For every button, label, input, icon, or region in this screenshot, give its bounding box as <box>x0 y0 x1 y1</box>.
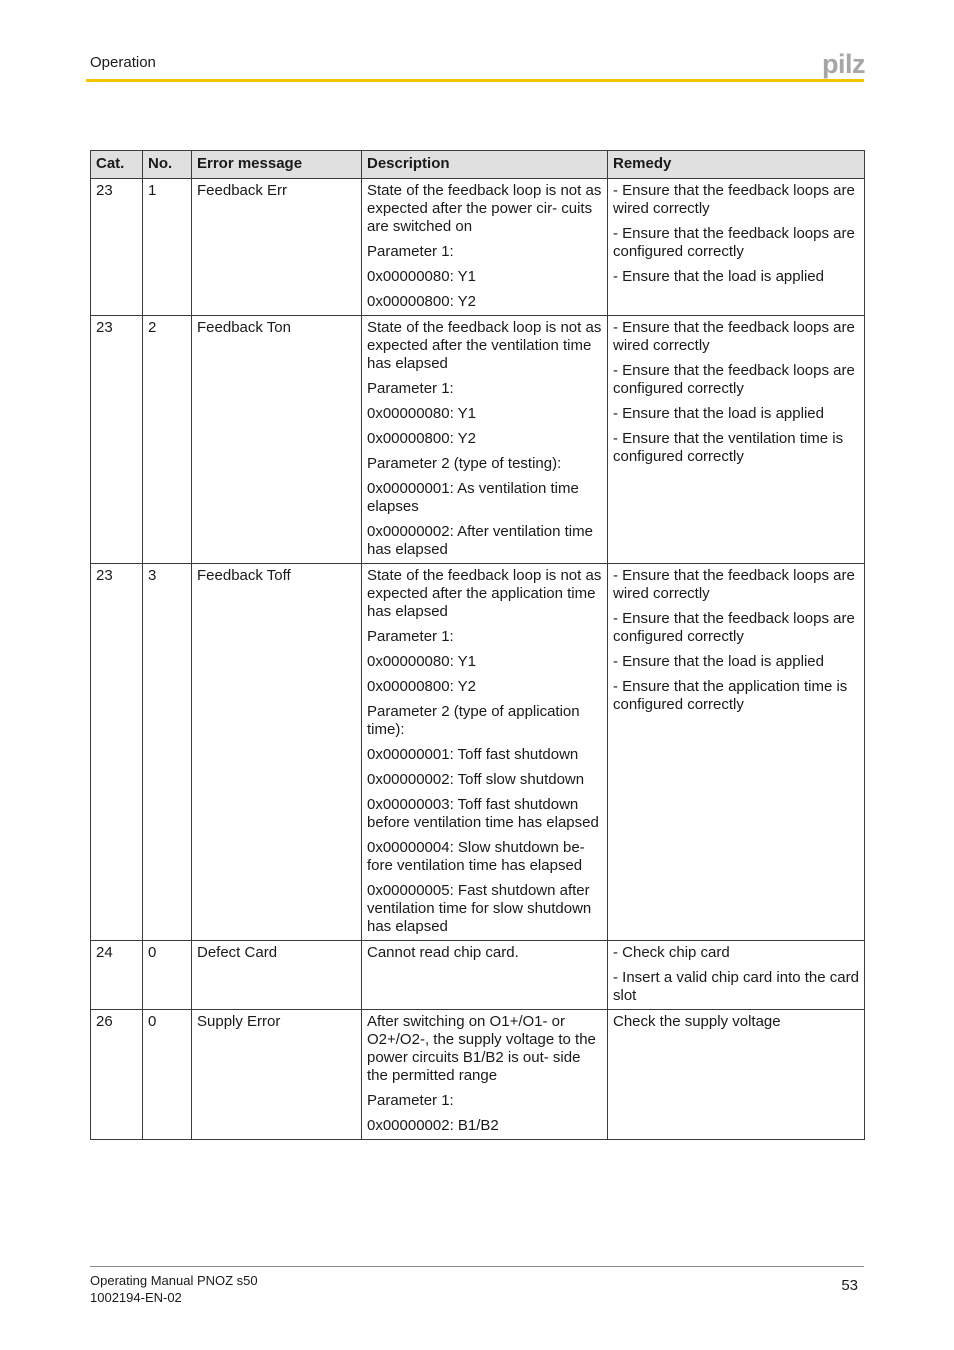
description-paragraph: State of the feedback loop is not as expected after the power cir- cuits are switched on <box>367 182 602 235</box>
remedy-item: - Ensure that the feedback loops are configured correctly <box>613 362 855 397</box>
column-header-remedy: Remedy <box>608 151 865 179</box>
column-header-cat: Cat. <box>91 151 143 179</box>
remedy-item: - Ensure that the load is applied <box>613 268 824 285</box>
cell-remedy <box>608 316 865 564</box>
description-paragraph: 0x00000080: Y1 <box>367 653 476 670</box>
table-body <box>91 179 865 1140</box>
cell-category: 23 <box>91 564 143 941</box>
description-paragraph: 0x00000003: Toff fast shutdown before ventilation time has elapsed <box>367 796 599 831</box>
description-paragraph: 0x00000800: Y2 <box>367 293 476 310</box>
cell-remedy <box>608 564 865 941</box>
cell-category: 24 <box>91 941 143 1010</box>
remedy-item: - Insert a valid chip card into the card slot <box>613 969 859 1004</box>
remedy-item: - Ensure that the application time is configured correctly <box>613 678 848 713</box>
remedy-item: - Check chip card <box>613 944 730 961</box>
description-paragraph: Parameter 1: <box>367 243 454 260</box>
description-paragraph: Parameter 2 (type of testing): <box>367 455 562 472</box>
description-paragraph: 0x00000005: Fast shutdown after ventilation time for slow shutdown has elapsed <box>367 882 592 935</box>
description-paragraph: Parameter 1: <box>367 628 454 645</box>
table-row <box>91 1010 865 1140</box>
column-header-no: No. <box>143 151 192 179</box>
description-paragraph: 0x00000002: B1/B2 <box>367 1117 499 1134</box>
footer-document-id: 1002194-EN-02 <box>90 1290 182 1305</box>
header-accent-rule <box>86 79 864 82</box>
description-paragraph: 0x00000002: Toff slow shutdown <box>367 771 585 788</box>
footer-rule <box>90 1266 864 1267</box>
description-paragraph: 0x00000800: Y2 <box>367 678 476 695</box>
cell-number: 1 <box>143 179 192 316</box>
description-paragraph: 0x00000001: As ventilation time elapses <box>367 480 579 515</box>
remedy-item: - Ensure that the feedback loops are configured correctly <box>613 610 855 645</box>
column-header-error-message: Error message <box>192 151 362 179</box>
description-paragraph: 0x00000080: Y1 <box>367 268 476 285</box>
cell-error-message: Feedback Toff <box>192 564 362 941</box>
remedy-item: - Ensure that the feedback loops are wired correctly <box>613 567 855 602</box>
cell-description <box>362 316 608 564</box>
remedy-item: - Ensure that the feedback loops are wired correctly <box>613 182 855 217</box>
cell-description <box>362 564 608 941</box>
remedy-item: - Ensure that the feedback loops are configured correctly <box>613 225 855 260</box>
remedy-item: - Ensure that the load is applied <box>613 653 824 670</box>
remedy-item: - Ensure that the feedback loops are wired correctly <box>613 319 855 354</box>
table-row <box>91 179 865 316</box>
remedy-item: - Ensure that the load is applied <box>613 405 824 422</box>
description-paragraph: 0x00000002: After ventilation time has elapsed <box>367 523 593 558</box>
cell-error-message: Defect Card <box>192 941 362 1010</box>
description-paragraph: 0x00000001: Toff fast shutdown <box>367 746 579 763</box>
table-header-row <box>91 151 865 179</box>
pilz-logo: pilz <box>822 49 865 79</box>
cell-description <box>362 941 608 1010</box>
description-paragraph: State of the feedback loop is not as expected after the application time has elapsed <box>367 567 602 620</box>
description-paragraph: 0x00000080: Y1 <box>367 405 476 422</box>
description-paragraph: 0x00000800: Y2 <box>367 430 476 447</box>
cell-number: 0 <box>143 1010 192 1140</box>
cell-description <box>362 1010 608 1140</box>
table-row <box>91 941 865 1010</box>
cell-remedy <box>608 941 865 1010</box>
description-paragraph: After switching on O1+/O1- or O2+/O2-, the supply voltage to the power circuits B1/B2 is out- side the permitted range <box>367 1013 596 1084</box>
cell-category: 26 <box>91 1010 143 1140</box>
description-paragraph: Cannot read chip card. <box>367 944 519 961</box>
description-paragraph: Parameter 1: <box>367 380 454 397</box>
cell-remedy <box>608 179 865 316</box>
description-paragraph: State of the feedback loop is not as expected after the ventilation time has elapsed <box>367 319 602 372</box>
cell-number: 2 <box>143 316 192 564</box>
cell-number: 0 <box>143 941 192 1010</box>
table-row <box>91 316 865 564</box>
header-section-title: Operation <box>90 54 156 71</box>
cell-category: 23 <box>91 316 143 564</box>
description-paragraph: Parameter 1: <box>367 1092 454 1109</box>
cell-number: 3 <box>143 564 192 941</box>
cell-description <box>362 179 608 316</box>
cell-error-message: Feedback Ton <box>192 316 362 564</box>
description-paragraph: Parameter 2 (type of application time): <box>367 703 580 738</box>
error-table <box>90 150 865 1140</box>
page-number: 53 <box>841 1277 858 1294</box>
description-paragraph: 0x00000004: Slow shutdown be- fore ventilation time has elapsed <box>367 839 585 874</box>
remedy-item: Check the supply voltage <box>613 1013 781 1030</box>
cell-error-message: Supply Error <box>192 1010 362 1140</box>
column-header-description: Description <box>362 151 608 179</box>
remedy-item: - Ensure that the ventilation time is configured correctly <box>613 430 844 465</box>
table-row <box>91 564 865 941</box>
footer-manual-title: Operating Manual PNOZ s50 <box>90 1273 258 1288</box>
cell-remedy <box>608 1010 865 1140</box>
cell-error-message: Feedback Err <box>192 179 362 316</box>
cell-category: 23 <box>91 179 143 316</box>
